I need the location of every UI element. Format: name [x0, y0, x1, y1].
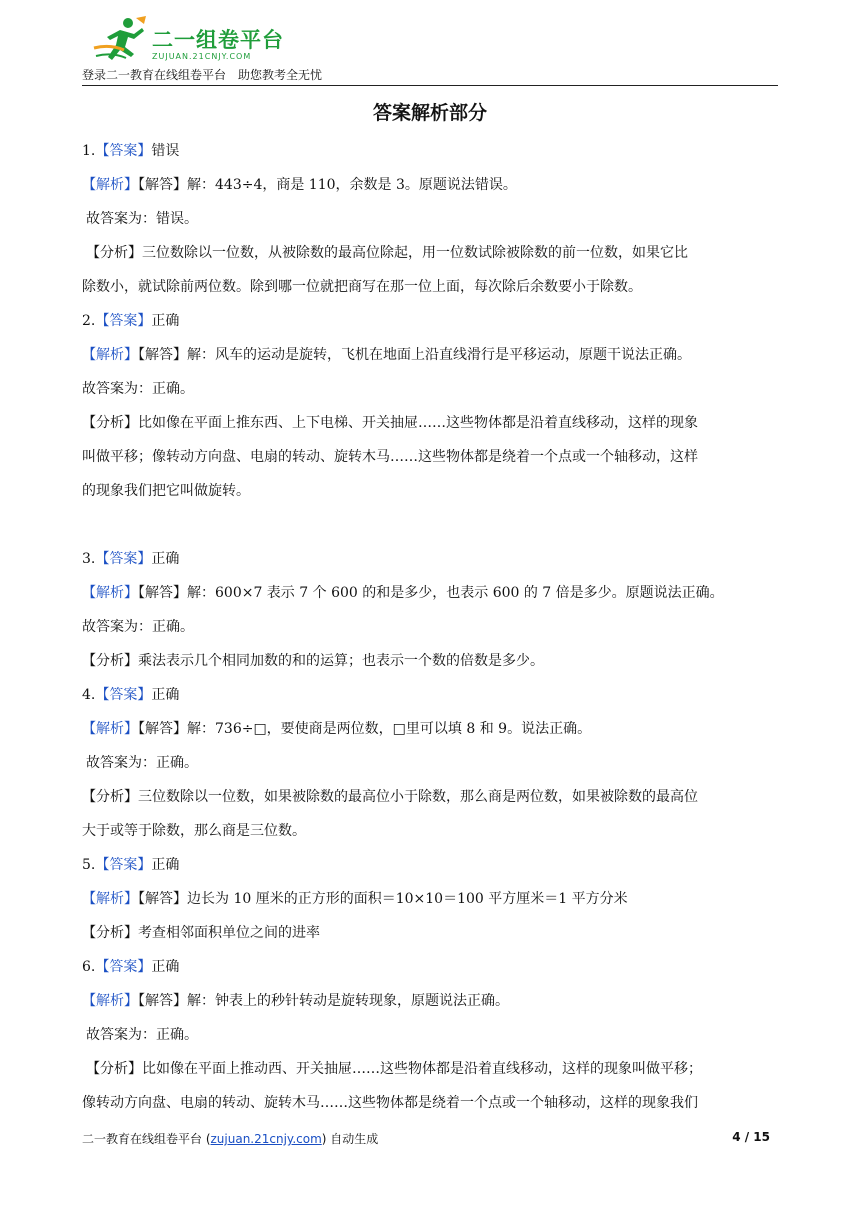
text-line: 大于或等于除数，那么商是三位数。	[82, 823, 306, 839]
answer-line: 5.【答案】正确	[82, 857, 180, 873]
text-line: 除数小，就试除前两位数。除到哪一位就把商写在那一位上面，每次除后余数要小于除数。	[82, 279, 642, 295]
header-divider	[82, 85, 778, 86]
text-line: 【分析】考查相邻面积单位之间的进率	[82, 925, 320, 941]
text-line: 像转动方向盘、电扇的转动、旋转木马……这些物体都是绕着一个点或一个轴移动，这样的现象我们	[82, 1095, 698, 1111]
page-footer	[82, 1130, 778, 1150]
header-slogan: 登录二一教育在线组卷平台 助您教考全无忧	[82, 68, 323, 82]
analysis-line: 【解析】【解答】解：600×7 表示 7 个 600 的和是多少，也表示 600 的 7 倍是多少。原题说法正确。	[82, 585, 724, 601]
analysis-line: 【解析】【解答】解：443÷4，商是 110，余数是 3。原题说法错误。	[82, 177, 517, 193]
answer-line: 3.【答案】正确	[82, 551, 180, 567]
logo	[90, 14, 310, 66]
logo-text: 二一组卷平台	[152, 28, 284, 52]
page-number: 4 / 15	[732, 1130, 770, 1144]
text-line: 【分析】比如像在平面上推东西、上下电梯、开关抽屉……这些物体都是沿着直线移动，这样的现象	[82, 415, 698, 431]
answer-line: 6.【答案】正确	[82, 959, 180, 975]
answer-line: 1.【答案】错误	[82, 143, 180, 159]
analysis-line: 【解析】【解答】解：钟表上的秒针转动是旋转现象，原题说法正确。	[82, 993, 509, 1009]
analysis-line: 【解析】【解答】解：风车的运动是旋转，飞机在地面上沿直线滑行是平移运动，原题干说法正确。	[82, 347, 691, 363]
answer-line: 4.【答案】正确	[82, 687, 180, 703]
answer-line: 2.【答案】正确	[82, 313, 180, 329]
text-line: 【分析】三位数除以一位数，如果被除数的最高位小于除数，那么商是两位数，如果被除数的最高位	[82, 789, 698, 805]
text-line: 的现象我们把它叫做旋转。	[82, 483, 250, 499]
logo-subtext: ZUJUAN.21CNJY.COM	[152, 52, 252, 61]
footer-link[interactable]: zujuan.21cnjy.com	[210, 1132, 322, 1146]
text-line: 故答案为：正确。	[82, 381, 194, 397]
page-title: 答案解析部分	[372, 102, 487, 124]
footer-source: 二一教育在线组卷平台 (zujuan.21cnjy.com) 自动生成	[82, 1132, 379, 1146]
text-line: 故答案为：正确。	[86, 755, 198, 771]
analysis-line: 【解析】【解答】解：736÷□，要使商是两位数，□里可以填 8 和 9。说法正确。	[82, 721, 592, 737]
text-line: 【分析】乘法表示几个相同加数的和的运算；也表示一个数的倍数是多少。	[82, 653, 544, 669]
text-line: 【分析】比如像在平面上推动西、开关抽屉……这些物体都是沿着直线移动，这样的现象叫做平移；	[86, 1061, 702, 1077]
text-line: 【分析】三位数除以一位数，从被除数的最高位除起，用一位数试除被除数的前一位数，如果它比	[86, 245, 688, 261]
page-header	[82, 14, 782, 86]
runner-logo-icon	[90, 14, 150, 66]
text-line: 故答案为：正确。	[82, 619, 194, 635]
text-line: 故答案为：正确。	[86, 1027, 198, 1043]
text-line: 叫做平移；像转动方向盘、电扇的转动、旋转木马……这些物体都是绕着一个点或一个轴移动，这样	[82, 449, 698, 465]
answer-content	[82, 134, 782, 1120]
text-line: 故答案为：错误。	[86, 211, 198, 227]
analysis-line: 【解析】【解答】边长为 10 厘米的正方形的面积＝10×10＝100 平方厘米＝1 平方分米	[82, 891, 628, 907]
